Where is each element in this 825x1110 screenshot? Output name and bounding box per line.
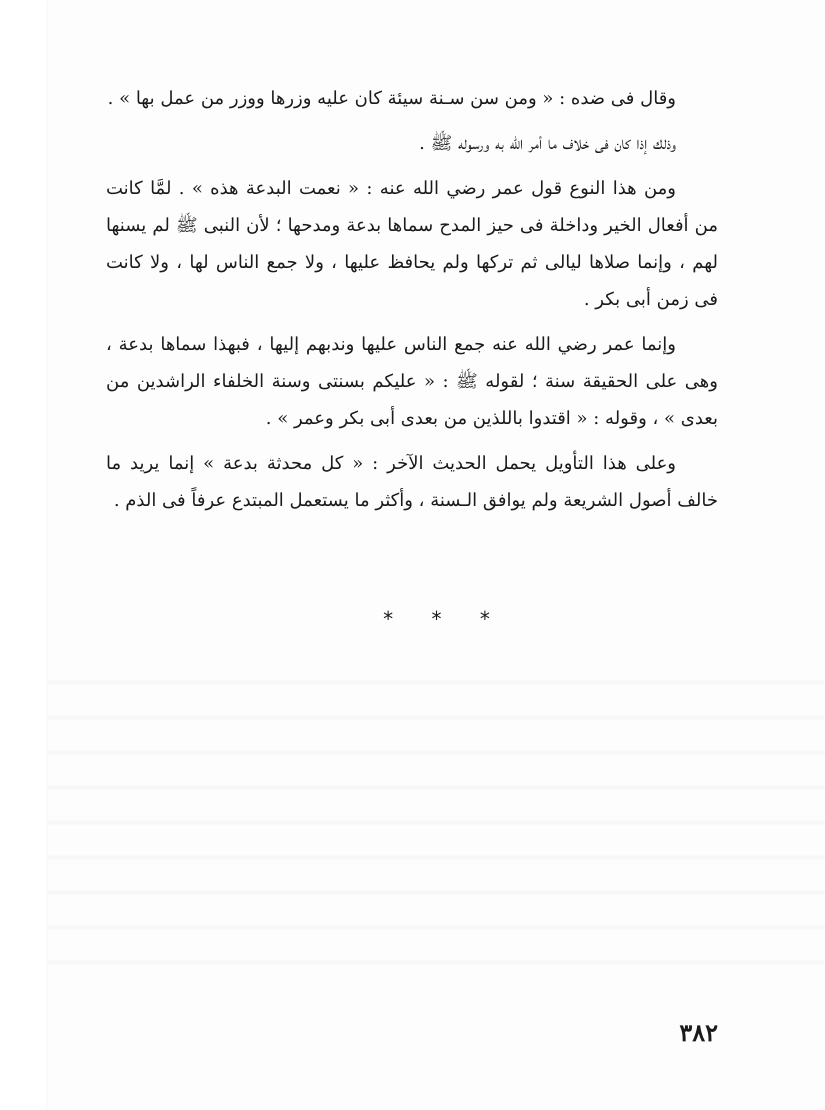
section-separator	[48, 607, 825, 631]
paragraph-2: وذلك إذا كان فى خلاف ما أمر الله به ورسوله ﷺ .	[419, 133, 676, 154]
page-number: ٣٨٢	[679, 1018, 718, 1047]
paragraph-4: وإنما عمر رضي الله عنه جمع الناس عليها وندبهم إليها ، فبهذا سماها بدعة ، وهى على الحقيقة سنة ؛ لقوله ﷺ : « عليكم بسنتى وسنة الخلفاء الراشدين من بعدى » ، وقوله : « اقتدوا باللذين من بعدى أبى بكر وعمر » .	[106, 334, 718, 429]
separator-star: *	[431, 607, 442, 631]
paragraph-5: وعلى هذا التأويل يحمل الحديث الآخر : « كل محدثة بدعة » إنما يريد ما خالف أصول الشريعة ولم يوافق الـسنة ، وأكثر ما يستعمل المبتدع عرفاً فى الذم .	[106, 453, 718, 511]
separator-star: *	[479, 607, 490, 631]
paragraph-3: ومن هذا النوع قول عمر رضي الله عنه : « نعمت البدعة هذه » . لمَّا كانت من أفعال الخير وداخلة فى حيز المدح سماها بدعة ومدحها ؛ لأن النبى ﷺ لم يسنها لهم ، وإنما صلاها ليالى ثم تركها ولم يحافظ عليها ، ولا جمع الناس لها ، ولا كانت فى زمن أبى بكر .	[106, 178, 718, 310]
bleed-through-texture	[48, 650, 825, 990]
body-text	[106, 80, 718, 527]
book-page	[48, 0, 825, 1110]
paragraph-1: وقال فى ضده : « ومن سن سـنة سيئة كان عليه وزرها ووزر من عمل بها » .	[107, 88, 676, 109]
separator-star: *	[383, 607, 394, 631]
